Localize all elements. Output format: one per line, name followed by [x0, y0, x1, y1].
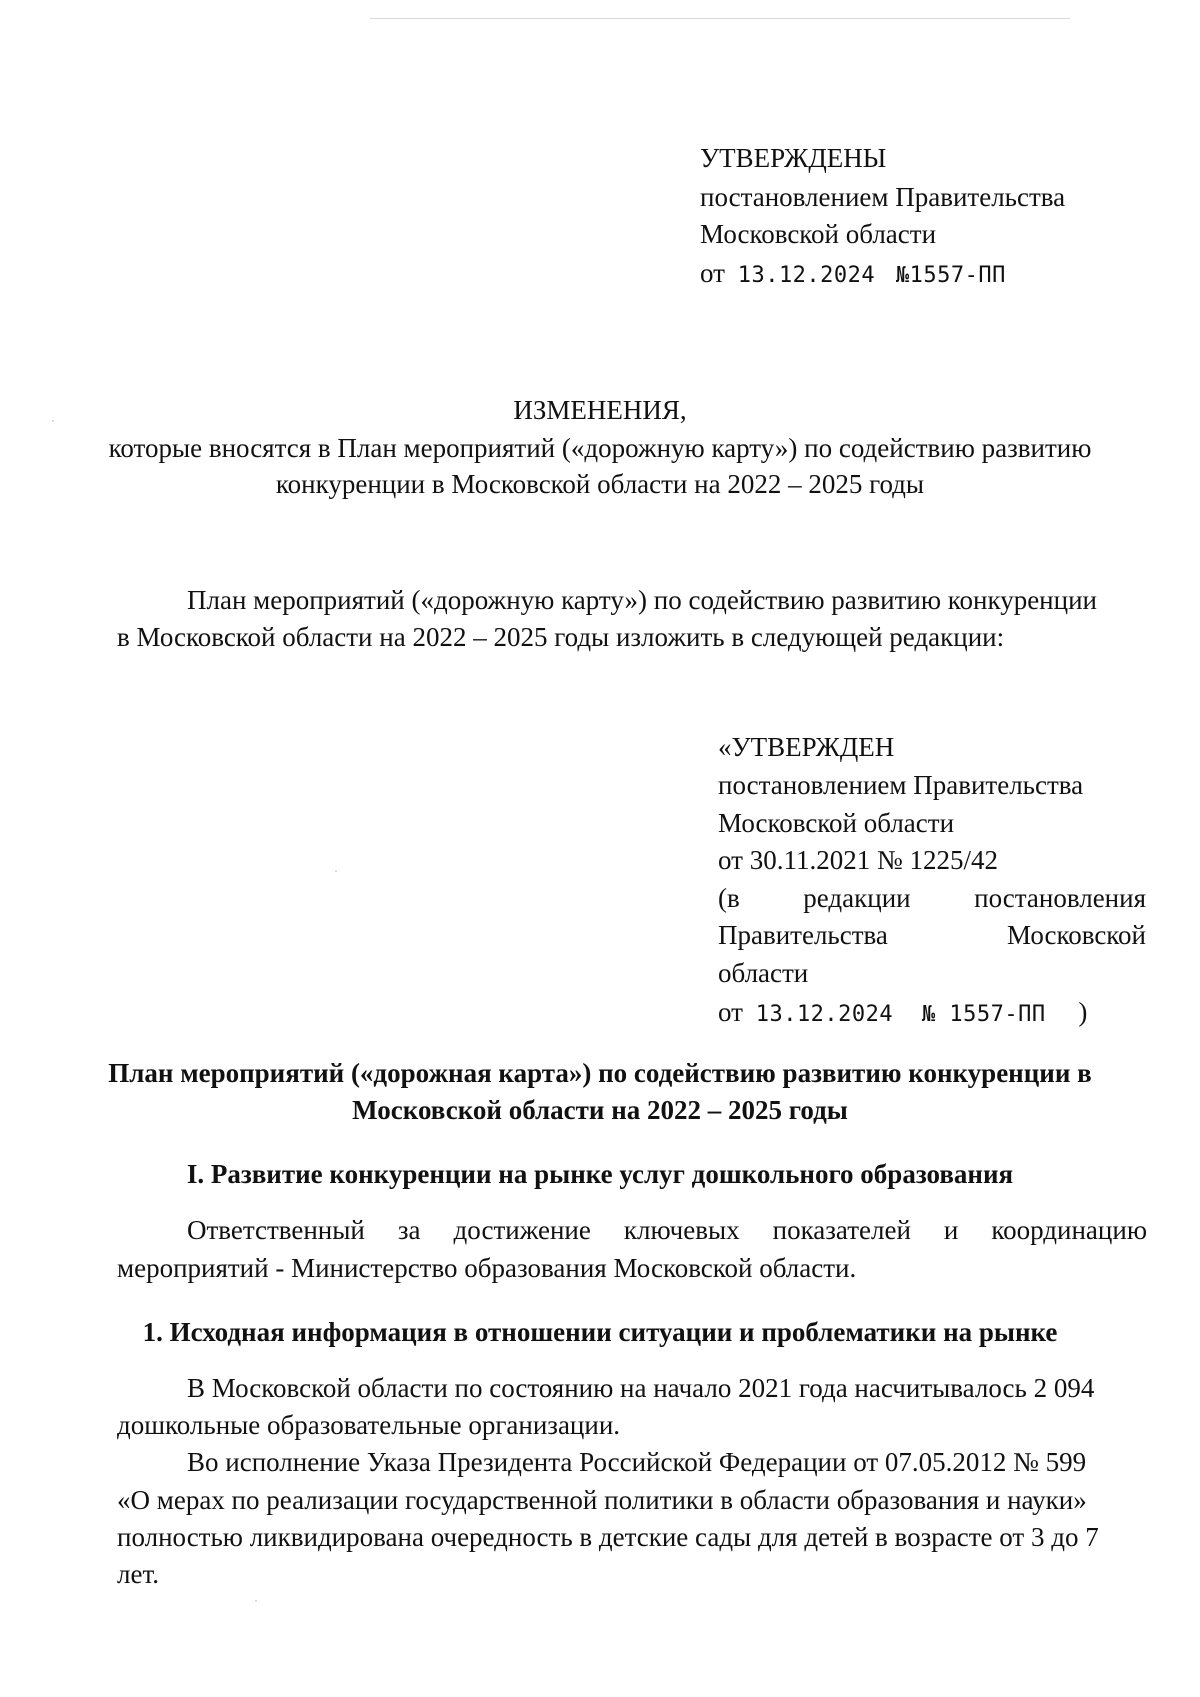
subsection-1-p1-line-1: В Московской области по состоянию на начало 2021 года насчитывалось 2 094 — [187, 1373, 1095, 1403]
approved-line-7: области — [718, 958, 809, 988]
approved-date-prefix: от — [718, 997, 743, 1027]
changes-subtitle-line-2: конкуренции в Московской области на 2022 – 2025 годы — [275, 469, 925, 499]
subsection-1-heading: 1. Исходная информация в отношении ситуации и проблематики на рынке — [142, 1317, 1058, 1347]
scan-artifact-dot — [255, 1600, 257, 1602]
approved-close-paren: ) — [1078, 997, 1088, 1027]
intro-line-1: План мероприятий («дорожную карту») по содействию развитию конкуренции — [187, 585, 1097, 615]
plan-title-line-1: План мероприятий («дорожная карта») по содействию развитию конкуренции в — [108, 1058, 1092, 1088]
approval-date-value: 13.12.2024 — [737, 263, 876, 288]
subsection-1-p2-line-3: полностью ликвидирована очередность в детские сады для детей в возрасте от 3 до 7 — [117, 1522, 1099, 1552]
changes-subtitle-line-1: которые вносятся в План мероприятий («дорожную карту») по содействию развитию — [108, 433, 1092, 463]
approved-title: «УТВЕРЖДЕН — [718, 732, 895, 762]
approved-line-6: Правительства Московской — [718, 920, 1146, 950]
subsection-1-p2-line-2: «О мерах по реализации государственной политики в области образования и науки» — [117, 1485, 1087, 1515]
section-1-responsible-line-2: мероприятий - Министерство образования Московской области. — [117, 1253, 857, 1283]
subsection-1-p2-line-4: лет. — [117, 1559, 159, 1589]
subsection-1-p1-line-2: дошкольные образовательные организации. — [117, 1410, 621, 1440]
approval-number-value: №1557-ПП — [895, 263, 1006, 288]
intro-line-2: в Московской области на 2022 – 2025 годы изложить в следующей редакции: — [117, 622, 1005, 652]
approval-title: УТВЕРЖДЕНЫ — [700, 143, 887, 173]
approved-line-5: (в редакции постановления — [718, 883, 1146, 913]
approved-line-4: от 30.11.2021 № 1225/42 — [718, 845, 998, 875]
approval-line-2: постановлением Правительства — [700, 182, 1066, 212]
changes-heading: ИЗМЕНЕНИЯ, — [513, 395, 687, 425]
approved-date-value: 13.12.2024 — [755, 1002, 894, 1027]
approval-date-line — [700, 256, 1006, 293]
approved-date-line — [718, 995, 1087, 1032]
section-1-responsible-line-1: Ответственный за достижение ключевых показателей и координацию — [187, 1215, 1147, 1245]
approved-number-value: № 1557-ПП — [921, 1002, 1046, 1027]
approved-line-3: Московской области — [718, 808, 955, 838]
approved-line-2: постановлением Правительства — [718, 770, 1084, 800]
plan-title-line-2: Московской области на 2022 – 2025 годы — [352, 1095, 848, 1125]
scan-artifact-dot — [335, 870, 337, 872]
section-1-heading: I. Развитие конкуренции на рынке услуг дошкольного образования — [186, 1159, 1014, 1189]
approval-line-3: Московской области — [700, 219, 937, 249]
approval-date-prefix: от — [700, 258, 725, 288]
subsection-1-p2-line-1: Во исполнение Указа Президента Российской Федерации от 07.05.2012 № 599 — [187, 1447, 1087, 1477]
scan-artifact-top-line — [370, 18, 1070, 19]
